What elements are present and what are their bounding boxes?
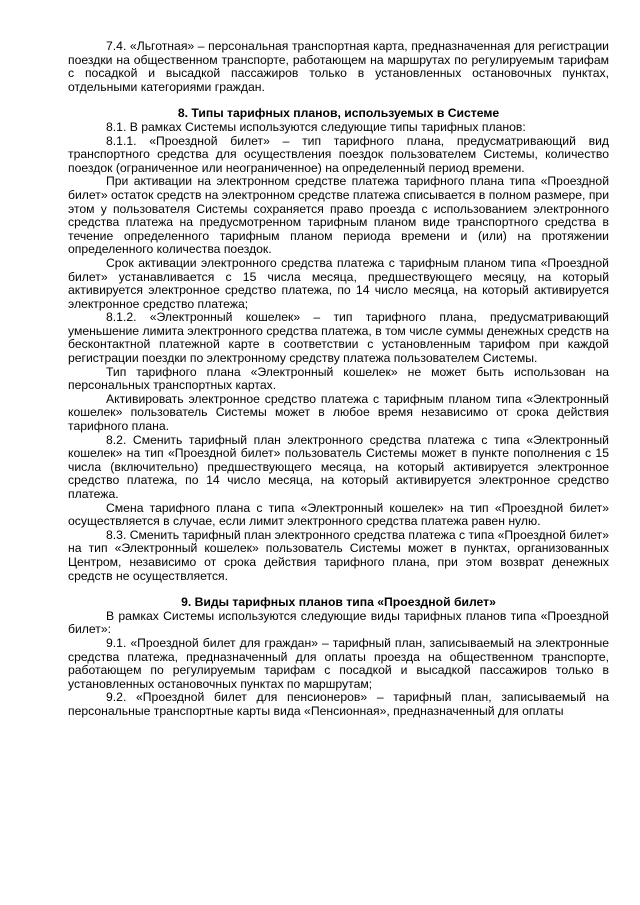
paragraph-8-1: 8.1. В рамках Системы используются следующие типы тарифных планов: [106, 119, 526, 134]
section-heading-8: 8. Типы тарифных планов, используемых в Системе [177, 106, 500, 121]
paragraph-wallet-type: Тип тарифного плана «Электронный кошелек» не может быть использован на персональных транспортных картах. [68, 364, 609, 393]
paragraph-9-1: 9.1. «Проездной билет для граждан» – тарифный план, записываемый на электронные средства платежа, предназначенный для оплаты проезда на общественном транспорте, работающем по регулируемым тарифам с посадкой и высадкой пассажиров только в установленных остановочных пунктах по маршрутам; [68, 635, 609, 691]
paragraph-8-3: 8.3. Сменить тарифный план электронного средства платежа с типа «Проездной билет» на тип «Электронный кошелек» пользователь Системы может в пунктах, организованных Центром, независимо от срока действия тарифного плана, при этом возврат денежных средств не осуществляется. [68, 527, 609, 583]
paragraph-8-1-2: 8.1.2. «Электронный кошелек» – тип тарифного плана, предусматривающий уменьшение лимита электронного средства платежа, в том числе суммы денежных средств на бесконтактной платежной карте в соответствии с установленным тарифом при каждой регистрации поездки по электронному средству платежа пользователем Системы. [68, 310, 609, 366]
paragraph-8-2: 8.2. Сменить тарифный план электронного средства платежа с типа «Электронный кошелек» на тип «Проездной билет» пользователь Системы может в пункте пополнения с 15 числа (включительно) предшествующего месяца, на который активируется электронное средство платежа, по 14 число месяца, на который активируется электронное средство платежа. [68, 432, 609, 501]
paragraph-activate-any-time: Активировать электронное средство платежа с тарифным планом типа «Электронный кошелек» пользователь Системы может в любое время независимо от срока действия тарифного плана. [68, 391, 609, 434]
paragraph-9-2: 9.2. «Проездной билет для пенсионеров» – тарифный план, записываемый на персональные транспортные карты вида «Пенсионная», предназначенный для оплаты [68, 690, 609, 718]
paragraph-activation-term: Срок активации электронного средства платежа с тарифным планом типа «Проездной билет» устанавливается с 15 числа месяца, предшествующего месяцу, на который активируется электронное средство платежа, по 14 число месяца, на который активируется электронное средство платежа; [68, 255, 609, 311]
paragraph-activation: При активации на электронном средстве платежа тарифного плана типа «Проездной билет» остаток средств на электронном средстве платежа списывается в полном размере, при этом у пользователя Системы сохраняется право проезда с использованием электронного средства платежа на предусмотренном тарифным планом виде транспортного средства в течение определенного тарифным планом периода времени и (или) на протяжении определенного количества поездок. [68, 174, 609, 257]
section-heading-9: 9. Виды тарифных планов типа «Проездной билет» [181, 595, 496, 610]
paragraph-8-1-1: 8.1.1. «Проездной билет» – тип тарифного плана, предусматривающий вид транспортного средства для осуществления поездок пользователем Системы, количество поездок (ограниченное или неограниченное) на определенный период времени. [68, 133, 609, 175]
paragraph-7-4: 7.4. «Льготная» – персональная транспортная карта, предназначенная для регистрации поездки на общественном транспорте, работающем на маршрутах по регулируемым тарифам с посадкой и высадкой пассажиров только в установленных остановочных пунктах, отдельными категориями граждан. [68, 39, 609, 94]
paragraph-plan-change: Смена тарифного плана с типа «Электронный кошелек» на тип «Проездной билет» осуществляется в случае, если лимит электронного средства платежа равен нулю. [68, 500, 609, 529]
document-page [68, 40, 609, 719]
paragraph-9-intro: В рамках Системы используются следующие виды тарифных планов типа «Проездной билет»: [68, 608, 609, 637]
